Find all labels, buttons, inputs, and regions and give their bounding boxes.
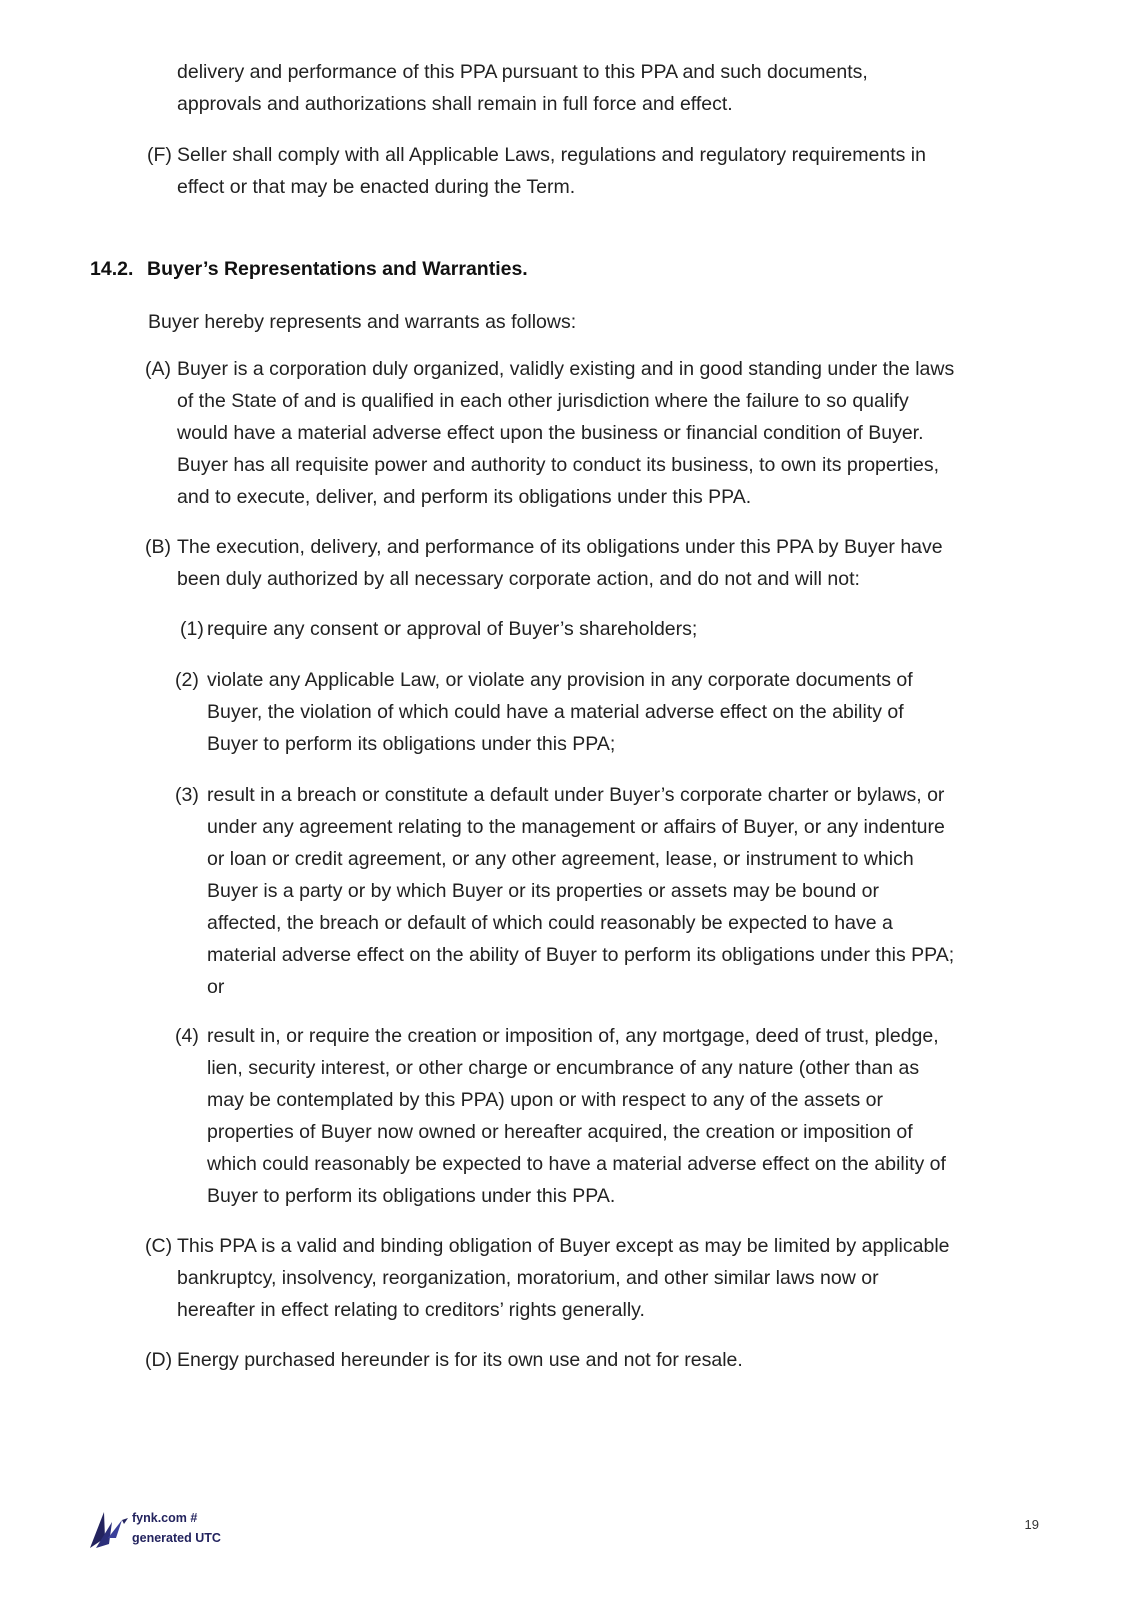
footer-line-2: generated UTC bbox=[132, 1531, 221, 1545]
clause-line: Buyer has all requisite power and authority to conduct its business, to own its properties, bbox=[177, 454, 939, 476]
subclause-2 bbox=[175, 664, 913, 760]
clause-line: effect or that may be enacted during the Term. bbox=[177, 176, 576, 198]
subclause-line: or loan or credit agreement, or any other agreement, lease, or instrument to which bbox=[207, 848, 914, 870]
subclause-line: Buyer to perform its obligations under this PPA; bbox=[207, 733, 616, 755]
subclause-line: may be contemplated by this PPA) upon or with respect to any of the assets or bbox=[207, 1089, 883, 1111]
clause-label: (F) bbox=[147, 144, 172, 166]
subclause-line: Buyer is a party or by which Buyer or its properties or assets may be bound or bbox=[207, 880, 879, 902]
subclause-line: or bbox=[207, 976, 225, 998]
subclause-label: (2) bbox=[175, 669, 199, 691]
subclause-line: which could reasonably be expected to have a material adverse effect on the ability of bbox=[207, 1153, 946, 1175]
clause-line: The execution, delivery, and performance of its obligations under this PPA by Buyer have bbox=[177, 536, 943, 558]
clause-line: hereafter in effect relating to creditors’ rights generally. bbox=[177, 1299, 645, 1321]
clause-line: would have a material adverse effect upon the business or financial condition of Buyer. bbox=[177, 422, 924, 444]
clause-f bbox=[147, 139, 926, 203]
section-number: 14.2. bbox=[90, 258, 134, 280]
clause-line: Buyer is a corporation duly organized, validly existing and in good standing under the laws bbox=[177, 358, 955, 380]
subclause-line: lien, security interest, or other charge or encumbrance of any nature (other than as bbox=[207, 1057, 920, 1079]
clause-label: (C) bbox=[145, 1235, 173, 1257]
subclause-3 bbox=[175, 779, 954, 1003]
clause-c bbox=[145, 1230, 950, 1326]
subclause-line: affected, the breach or default of which could reasonably be expected to have a bbox=[207, 912, 893, 934]
footer-brand bbox=[132, 1508, 221, 1548]
clause-d bbox=[145, 1344, 743, 1376]
subclause-line: under any agreement relating to the management or affairs of Buyer, or any indenture bbox=[207, 816, 945, 838]
clause-line: Seller shall comply with all Applicable Laws, regulations and regulatory requirements in bbox=[177, 144, 926, 166]
clause-line: and to execute, deliver, and perform its obligations under this PPA. bbox=[177, 486, 752, 508]
subclause-label: (3) bbox=[175, 784, 199, 806]
clause-b bbox=[145, 531, 943, 595]
subclause-line: Buyer to perform its obligations under this PPA. bbox=[207, 1185, 616, 1207]
subclause-label: (4) bbox=[175, 1025, 199, 1047]
clause-line: been duly authorized by all necessary corporate action, and do not and will not: bbox=[177, 568, 860, 590]
continuation-line: delivery and performance of this PPA pursuant to this PPA and such documents, bbox=[177, 61, 868, 83]
clause-label: (A) bbox=[145, 358, 171, 380]
clause-label: (B) bbox=[145, 536, 171, 558]
clause-a bbox=[145, 353, 954, 513]
clause-label: (D) bbox=[145, 1349, 173, 1371]
section-title: Buyer’s Representations and Warranties. bbox=[147, 258, 528, 280]
clause-line: of the State of and is qualified in each other jurisdiction where the failure to so qualify bbox=[177, 390, 909, 412]
continuation-line: approvals and authorizations shall remain in full force and effect. bbox=[177, 93, 733, 115]
clause-line: bankruptcy, insolvency, reorganization, moratorium, and other similar laws now or bbox=[177, 1267, 879, 1289]
section-intro: Buyer hereby represents and warrants as follows: bbox=[148, 311, 577, 333]
subclause-line: violate any Applicable Law, or violate any provision in any corporate documents of bbox=[207, 669, 913, 691]
subclause-4 bbox=[175, 1020, 946, 1212]
footer-line-1: fynk.com # bbox=[132, 1511, 198, 1525]
subclause-line: material adverse effect on the ability of Buyer to perform its obligations under this PPA; bbox=[207, 944, 955, 966]
fynk-bird-logo-icon bbox=[88, 1508, 132, 1550]
subclause-line: result in, or require the creation or imposition of, any mortgage, deed of trust, pledge, bbox=[207, 1025, 939, 1047]
subclause-1 bbox=[180, 613, 697, 645]
subclause-line: Buyer, the violation of which could have a material adverse effect on the ability of bbox=[207, 701, 904, 723]
clause-line: Energy purchased hereunder is for its own use and not for resale. bbox=[177, 1349, 743, 1371]
page-number: 19 bbox=[1024, 1517, 1039, 1532]
subclause-line: require any consent or approval of Buyer’s shareholders; bbox=[207, 618, 698, 640]
subclause-line: result in a breach or constitute a default under Buyer’s corporate charter or bylaws, or bbox=[207, 784, 945, 806]
clause-line: This PPA is a valid and binding obligation of Buyer except as may be limited by applicable bbox=[177, 1235, 950, 1257]
subclause-label: (1) bbox=[180, 618, 204, 640]
subclause-line: properties of Buyer now owned or hereafter acquired, the creation or imposition of bbox=[207, 1121, 913, 1143]
section-heading bbox=[90, 253, 528, 285]
continuation-paragraph bbox=[177, 56, 868, 120]
